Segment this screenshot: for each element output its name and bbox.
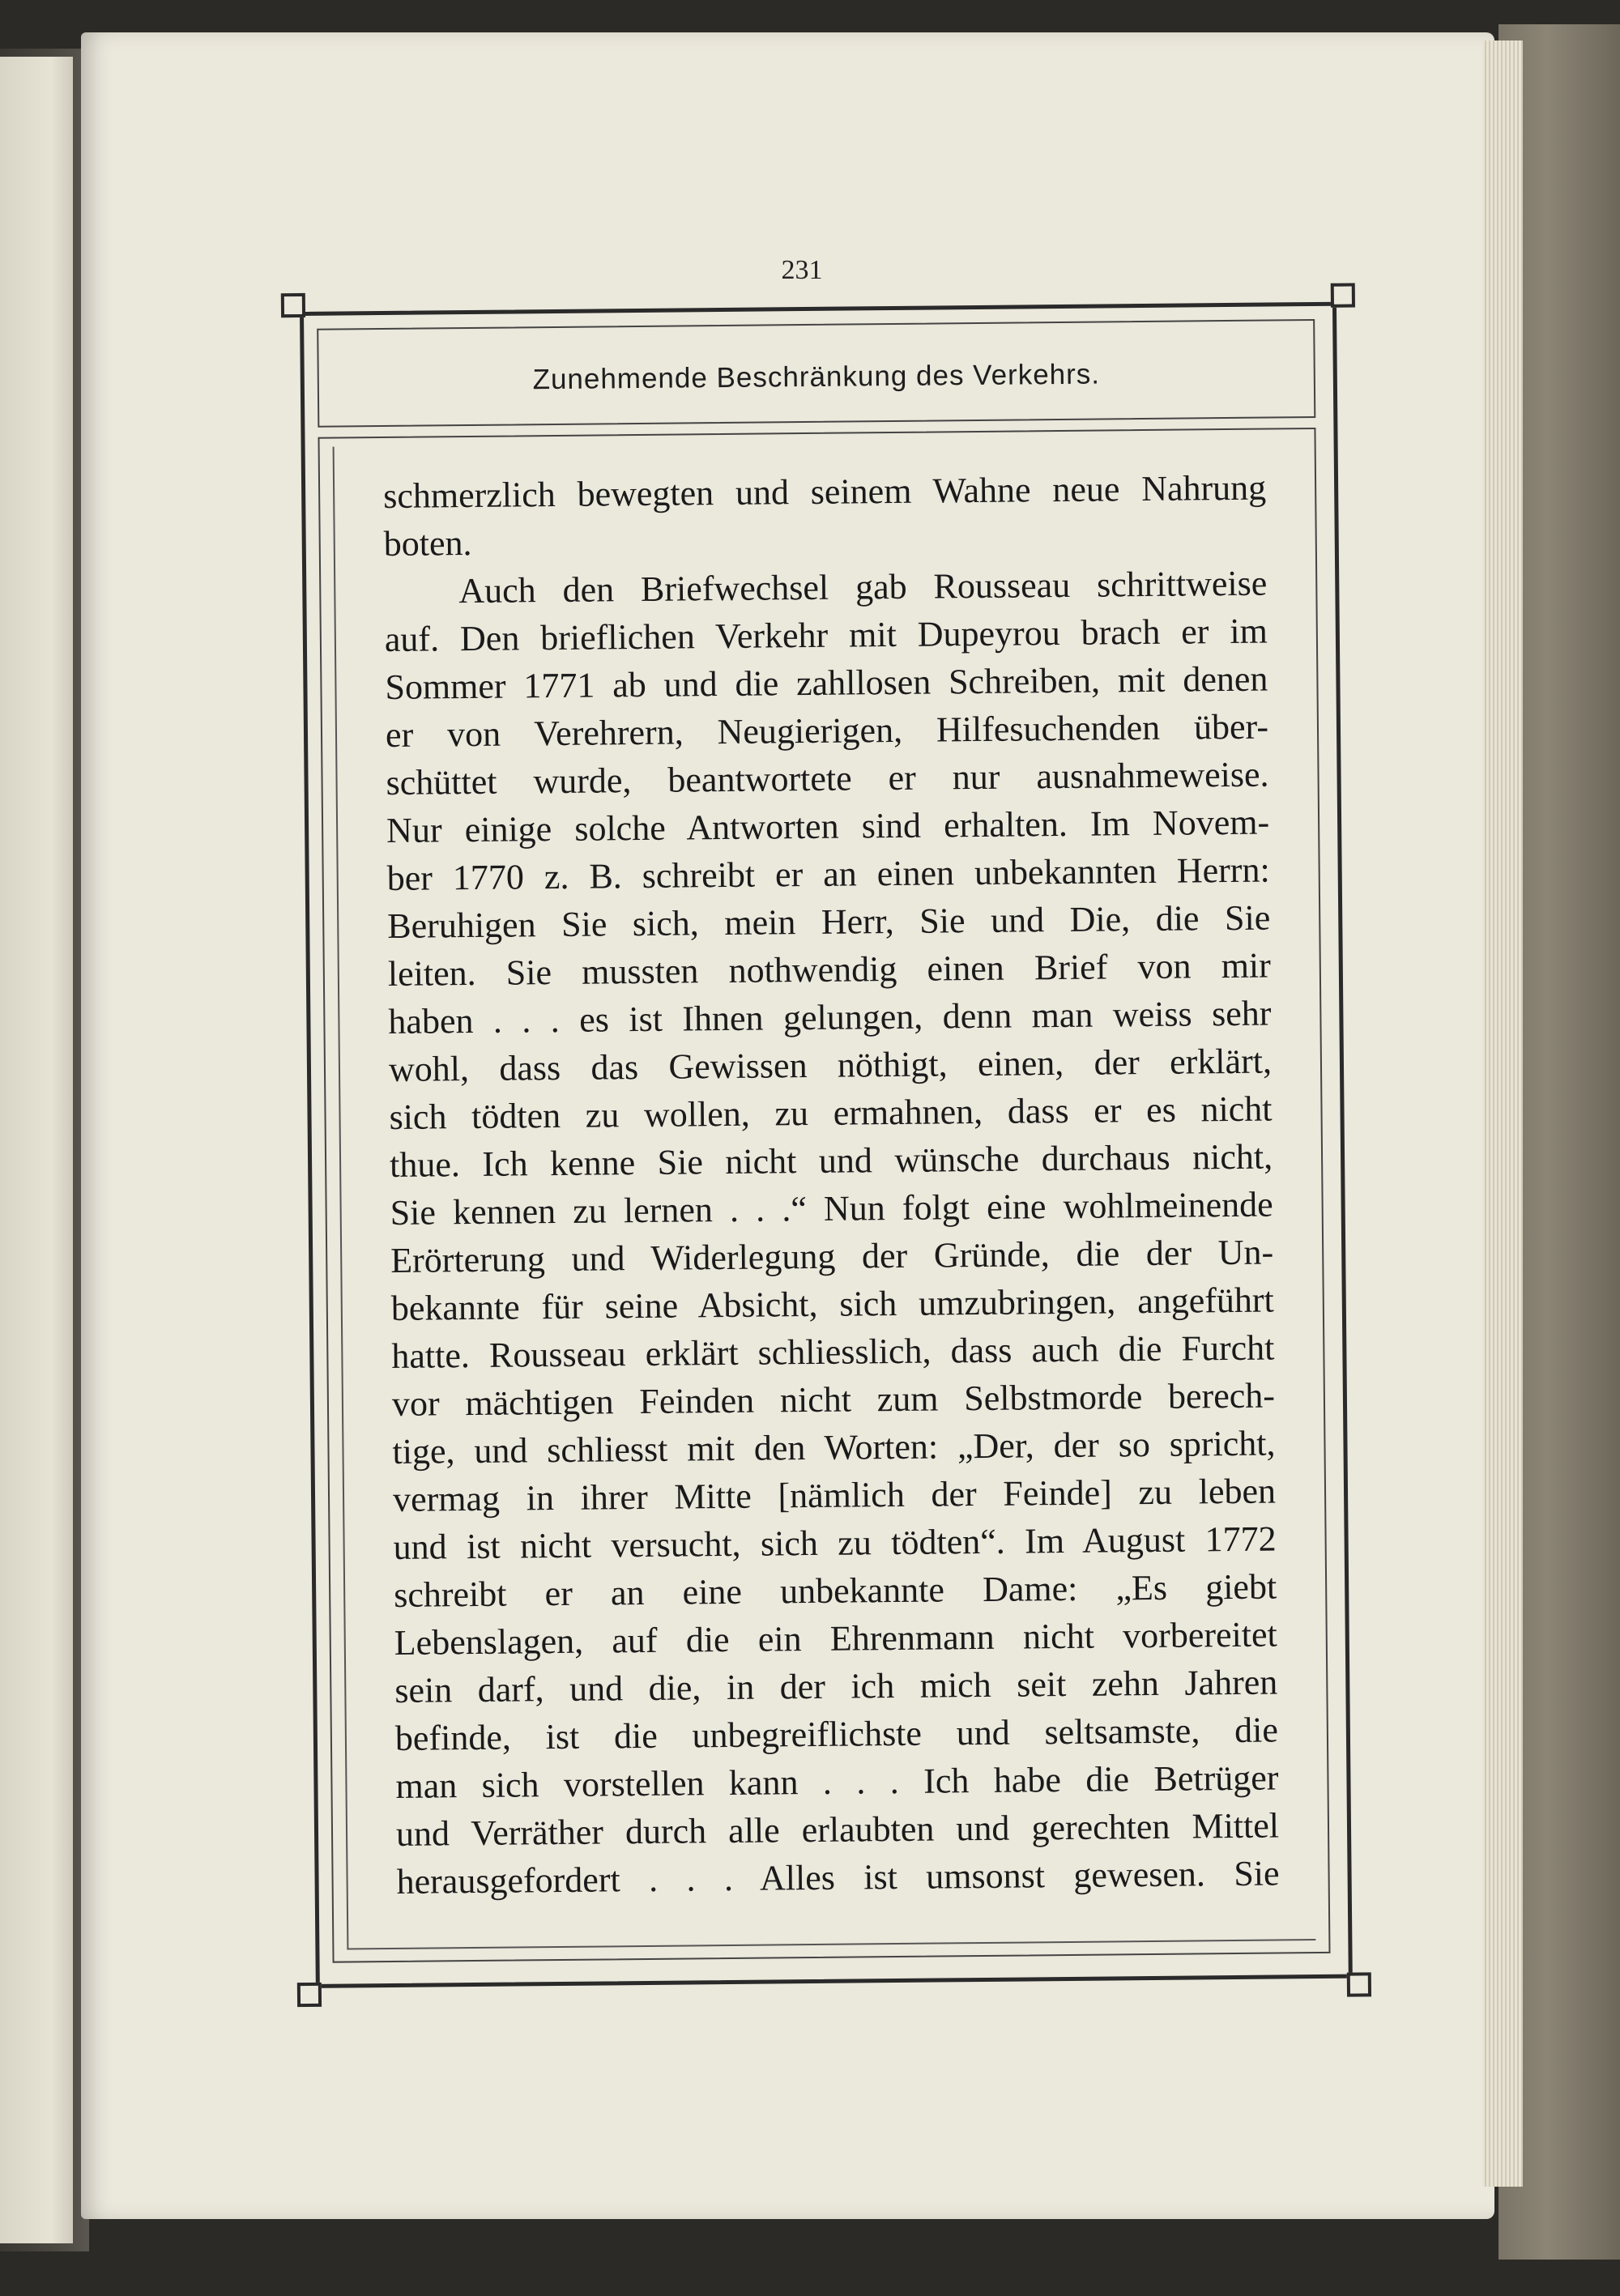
text-line: herausgefordert . . . Alles ist umsonst gewesen. Sie xyxy=(396,1853,1280,1902)
text-line: und ist nicht versucht, sich zu tödten“. Im August 1772 xyxy=(393,1519,1277,1567)
text-line: schüttet wurde, beantwortete er nur ausnahmeweise. xyxy=(386,754,1269,803)
book-page xyxy=(81,32,1494,2219)
left-page-edge xyxy=(0,57,73,2243)
frame-corner-bottom-left xyxy=(297,1983,322,2007)
text-line: sich tödten zu wollen, zu ermahnen, dass er es nicht xyxy=(389,1088,1273,1137)
running-header-box xyxy=(317,319,1315,428)
text-line: man sich vorstellen kann . . . Ich habe die Betrüger xyxy=(395,1757,1279,1806)
text-line: schmerzlich bewegten und seinem Wahne neue Nahrung xyxy=(382,467,1267,517)
text-line: und Verräther durch alle erlaubten und gerechten Mittel xyxy=(395,1805,1280,1854)
body-text xyxy=(383,464,1280,1906)
text-line: sein darf, und die, in der ich mich seit zehn Jahren xyxy=(394,1662,1278,1710)
text-line: ber 1770 z. B. schreibt er an einen unbekannten Herrn: xyxy=(386,850,1270,898)
text-line: Beruhigen Sie sich, mein Herr, Sie und Die, die Sie xyxy=(387,897,1271,946)
text-line: Sie kennen zu lernen . . .“ Nun folgt eine wohlmeinende xyxy=(390,1184,1273,1233)
text-line: bekannte für seine Absicht, sich umzubringen, angeführt xyxy=(390,1280,1275,1328)
frame-corner-top-left xyxy=(281,293,305,317)
page-number: 231 xyxy=(781,255,823,285)
text-line: er von Verehrern, Neugierigen, Hilfesuchenden über- xyxy=(385,706,1269,756)
text-line: wohl, dass das Gewissen nöthigt, einen, der erklärt, xyxy=(388,1041,1273,1089)
text-line: befinde, ist die unbegreiflichste und seltsamste, die xyxy=(394,1710,1279,1758)
text-line: Sommer 1771 ab und die zahllosen Schreiben, mit denen xyxy=(385,658,1268,708)
text-line: Nur einige solche Antworten sind erhalten. Im Novem- xyxy=(386,802,1270,850)
text-box xyxy=(318,428,1330,1963)
text-line: boten. xyxy=(383,522,472,564)
page-stack-edge xyxy=(1482,40,1523,2187)
text-line: leiten. Sie mussten nothwendig einen Brief von mir xyxy=(387,945,1272,994)
text-line: thue. Ich kenne Sie nicht und wünsche durchaus nicht, xyxy=(389,1136,1273,1185)
text-line: auf. Den brieflichen Verkehr mit Dupeyrou brach er im xyxy=(384,611,1268,660)
text-line: hatte. Rousseau erklärt schliesslich, dass auch die Furcht xyxy=(391,1327,1275,1376)
text-line: schreibt er an eine unbekannte Dame: „Es giebt xyxy=(393,1566,1277,1615)
frame-corner-bottom-right xyxy=(1347,1972,1371,1996)
text-line: Auch den Briefwechsel gab Rousseau schrittweise xyxy=(458,563,1268,611)
text-line: tige, und schliesst mit den Worten: „Der, der so spricht, xyxy=(392,1423,1276,1472)
running-header: Zunehmende Beschränkung des Verkehrs. xyxy=(532,358,1101,396)
text-line: haben . . . es ist Ihnen gelungen, denn man weiss sehr xyxy=(388,993,1272,1042)
text-line: Lebenslagen, auf die ein Ehrenmann nicht vorbereitet xyxy=(394,1614,1277,1663)
frame-corner-top-right xyxy=(1331,283,1355,307)
ornamental-frame xyxy=(300,302,1353,1988)
text-line: vermag in ihrer Mitte [nämlich der Feinde] zu leben xyxy=(392,1471,1277,1519)
text-line: vor mächtigen Feinden nicht zum Selbstmorde berech- xyxy=(391,1375,1276,1424)
text-line: Erörterung und Widerlegung der Gründe, die der Un- xyxy=(390,1232,1274,1280)
